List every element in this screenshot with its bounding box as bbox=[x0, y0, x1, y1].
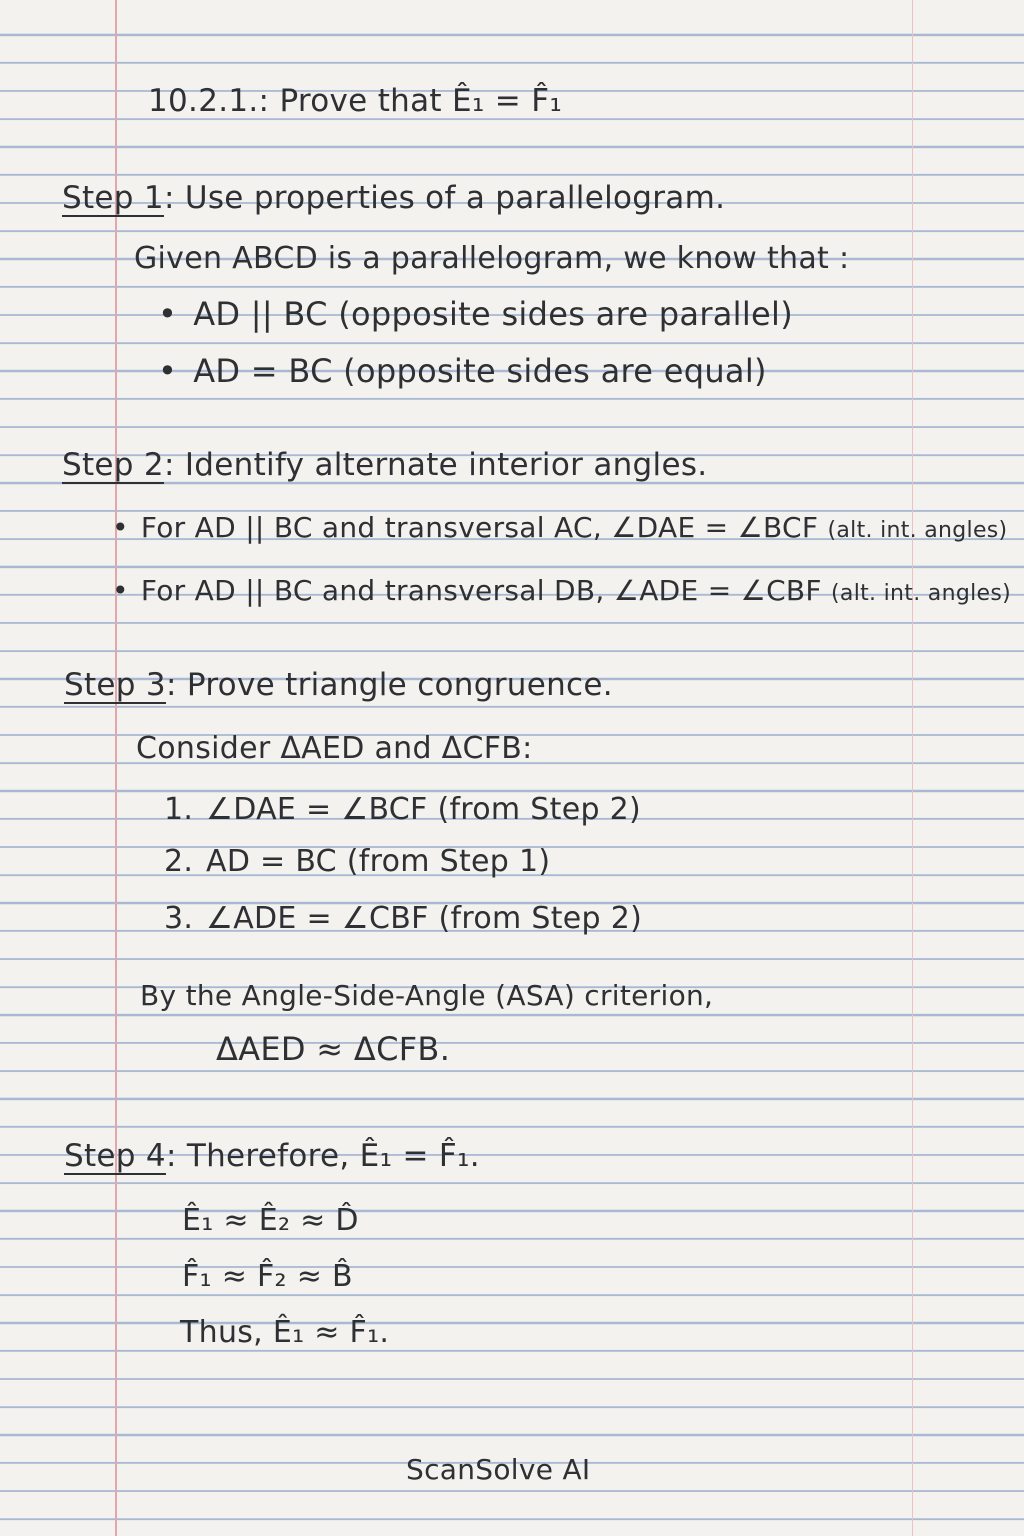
step1-intro: Given ABCD is a parallelogram, we know that : bbox=[134, 241, 850, 276]
step1-heading bbox=[62, 180, 726, 216]
step3-heading bbox=[64, 667, 613, 703]
bullet-dot: • bbox=[112, 574, 129, 607]
problem-title: 10.2.1.: Prove that Ê₁ = F̂₁ bbox=[148, 83, 563, 119]
step4-line-2: F̂₁ ≈ F̂₂ ≈ B̂ bbox=[182, 1259, 353, 1294]
step4-line-3: Thus, Ê₁ ≈ F̂₁. bbox=[180, 1315, 390, 1350]
item-number: 2. bbox=[164, 844, 194, 879]
bullet-text: AD || BC (opposite sides are parallel) bbox=[193, 295, 794, 333]
item-number: 3. bbox=[164, 901, 194, 936]
step3-item-3 bbox=[164, 901, 643, 936]
step3-item-1 bbox=[164, 792, 642, 827]
step2-heading-text: : Identify alternate interior angles. bbox=[163, 447, 708, 483]
item-text: ∠ADE = ∠CBF (from Step 2) bbox=[206, 901, 643, 936]
step1-heading-text: : Use properties of a parallelogram. bbox=[163, 180, 726, 216]
step2-bullet-1 bbox=[112, 511, 1008, 544]
step3-heading-text: : Prove triangle congruence. bbox=[165, 667, 613, 703]
step2-heading bbox=[62, 447, 708, 483]
step2-bullet-2 bbox=[112, 574, 1011, 607]
step1-bullet-2 bbox=[158, 352, 767, 390]
bullet-dot: • bbox=[158, 295, 178, 333]
bullet-text: For AD || BC and transversal AC, ∠DAE = ∠BCF bbox=[140, 511, 819, 544]
right-margin-line bbox=[912, 0, 913, 1536]
step4-label: Step 4 bbox=[64, 1138, 166, 1174]
bullet-text: For AD || BC and transversal DB, ∠ADE = ∠CBF bbox=[140, 574, 822, 607]
bullet-note: (alt. int. angles) bbox=[827, 518, 1008, 543]
bullet-dot: • bbox=[112, 511, 129, 544]
step4-heading bbox=[64, 1138, 480, 1174]
bullet-text: AD = BC (opposite sides are equal) bbox=[193, 352, 767, 390]
step3-result: ΔAED ≈ ΔCFB. bbox=[216, 1030, 451, 1068]
step2-label: Step 2 bbox=[62, 447, 164, 483]
item-text: AD = BC (from Step 1) bbox=[206, 844, 551, 879]
step3-criterion: By the Angle-Side-Angle (ASA) criterion, bbox=[140, 979, 714, 1012]
brand-label: ScanSolve AI bbox=[406, 1453, 591, 1486]
step1-bullet-1 bbox=[158, 295, 794, 333]
item-text: ∠DAE = ∠BCF (from Step 2) bbox=[206, 792, 642, 827]
bullet-note: (alt. int. angles) bbox=[831, 581, 1011, 606]
step3-label: Step 3 bbox=[64, 667, 166, 703]
item-number: 1. bbox=[164, 792, 194, 827]
step4-line-1: Ê₁ ≈ Ê₂ ≈ D̂ bbox=[182, 1203, 359, 1238]
step4-heading-text: : Therefore, Ê₁ = F̂₁. bbox=[165, 1138, 480, 1174]
step1-label: Step 1 bbox=[62, 180, 164, 216]
red-margin-line bbox=[115, 0, 117, 1536]
step3-intro: Consider ΔAED and ΔCFB: bbox=[136, 731, 533, 766]
step3-item-2 bbox=[164, 844, 551, 879]
bullet-dot: • bbox=[158, 352, 178, 390]
